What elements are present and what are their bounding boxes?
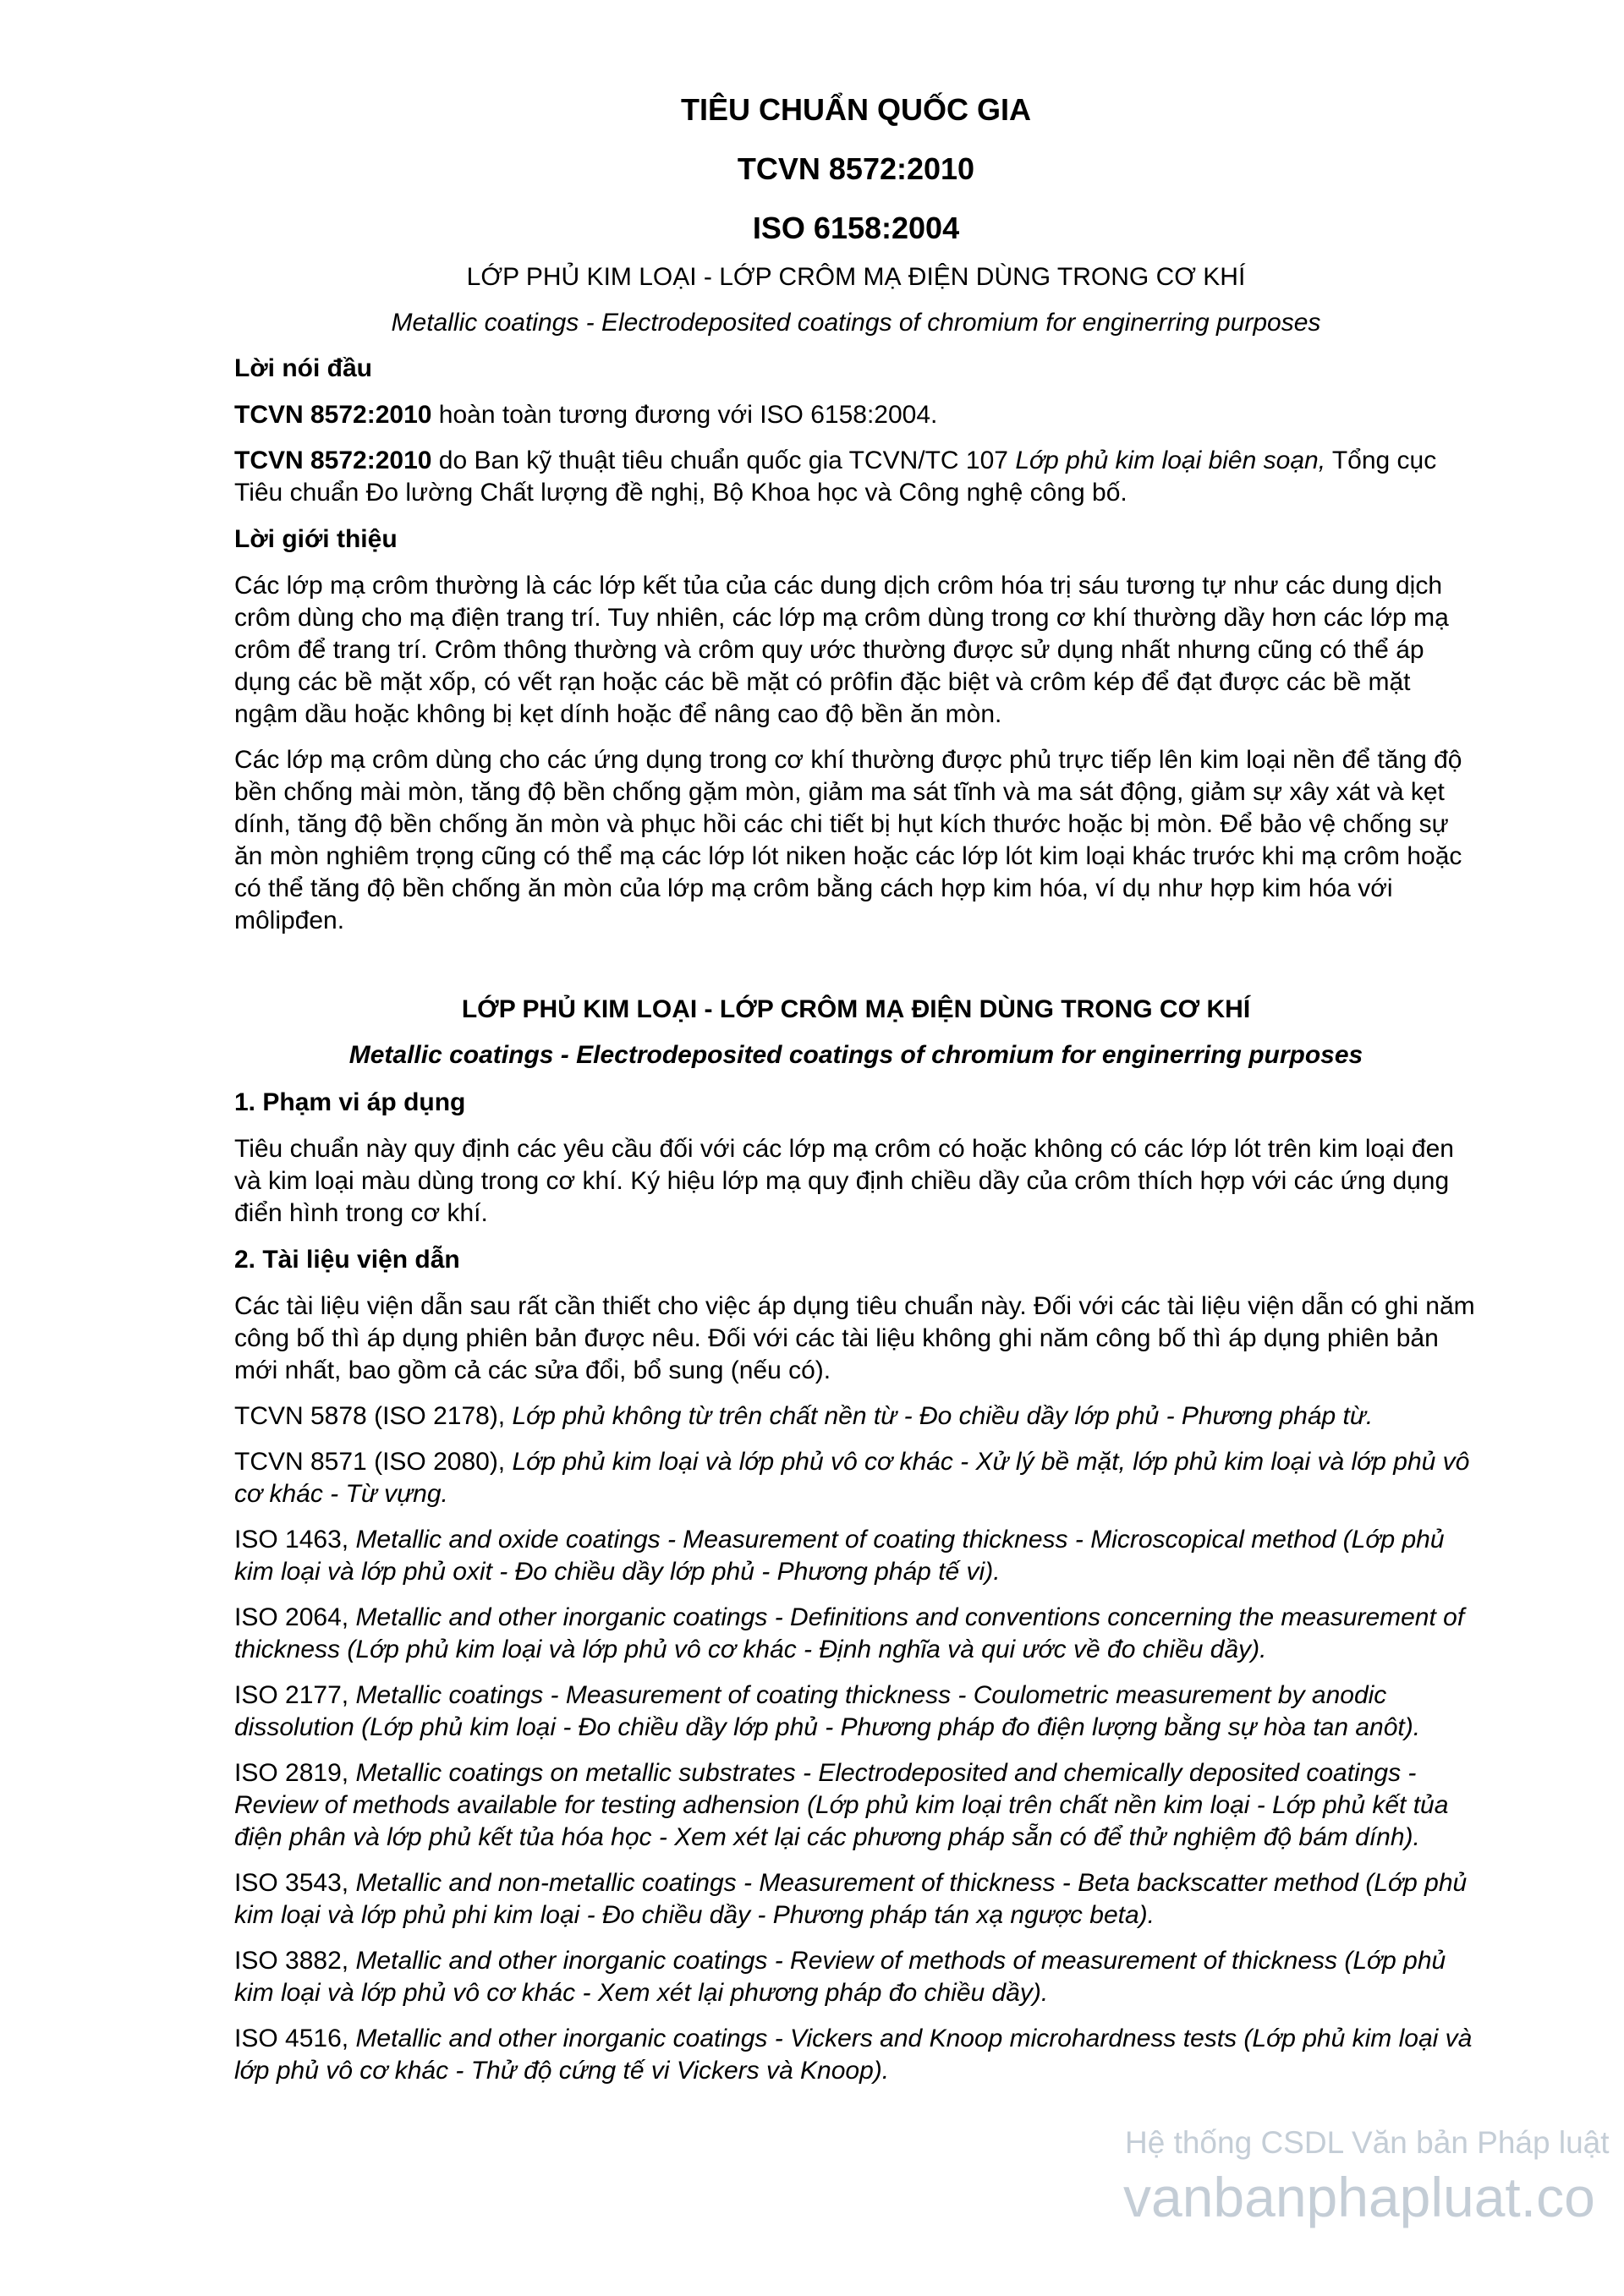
reference-code: ISO 3543, [234,1869,356,1897]
reference-code: TCVN 8571 (ISO 2080), [234,1448,513,1476]
document-page [234,91,1478,2101]
reference-title: Metallic coatings on metallic substrates - Electrodeposited and chemically deposited coatings - Review of methods available for testing adhension (Lớp phủ kim loại trên chất nền kim loại - Lớp phủ kết tủa điện phân và lớp phủ kết tủa hóa học - Xem xét lại các phương pháp sẵn có để thử nghiệm độ bám dính). [234,1759,1449,1851]
reference-title: Metallic and other inorganic coatings - Review of methods of measurement of thickness (Lớp phủ kim loại và lớp phủ vô cơ khác - Xem xét lại phương pháp đo chiều dầy). [234,1947,1446,2007]
doc-title: TIÊU CHUẨN QUỐC GIA [681,92,1031,127]
reference-item [234,1945,1478,2009]
reference-code: ISO 2819, [234,1759,356,1787]
foreword-paragraph-1 [234,399,1478,431]
scope-heading: 1. Phạm vi áp dụng [234,1088,466,1116]
reference-item [234,1680,1478,1744]
foreword-text: hoàn toàn tương đương với ISO 6158:2004. [431,401,938,429]
reference-title: Metallic and other inorganic coatings - Vickers and Knoop microhardness tests (Lớp phủ kim loại và lớp phủ vô cơ khác - Thử độ cứng tế vi Vickers và Knoop). [234,2025,1473,2085]
reference-code: TCVN 5878 (ISO 2178), [234,1402,513,1430]
foreword-paragraph-2 [234,445,1478,509]
foreword-heading: Lời nói đầu [234,354,372,382]
reference-code: ISO 4516, [234,2025,356,2052]
scope-paragraph: Tiêu chuẩn này quy định các yêu cầu đối với các lớp mạ crôm có hoặc không có các lớp lót trên kim loại đen và kim loại màu dùng trong cơ khí. Ký hiệu lớp mạ quy định chiều dầy của crôm thích hợp với các ứng dụng điển hình trong cơ khí. [234,1135,1454,1227]
watermark-line-1: Hệ thống CSDL Văn bản Pháp luật [1125,2125,1610,2160]
foreword-italic: Lớp phủ kim loại biên soạn, [1015,447,1326,474]
doc-code: TCVN 8572:2010 [737,151,975,186]
foreword-rest: Tổng cục Tiêu chuẩn Đo lường Chất lượng đề nghị, Bộ Khoa học và Công nghệ công bố. [234,447,1437,507]
reference-code: ISO 1463, [234,1526,356,1553]
reference-title: Metallic coatings - Measurement of coating thickness - Coulometric measurement by anodic dissolution (Lớp phủ kim loại - Đo chiều dầy lớp phủ - Phương pháp đo điện lượng bằng sự hòa tan anôt). [234,1681,1421,1741]
intro-paragraph-1: Các lớp mạ crôm thường là các lớp kết tủa của các dung dịch crôm hóa trị sáu tương tự như các dung dịch crôm dùng cho mạ điện trang trí. Tuy nhiên, các lớp mạ crôm dùng trong cơ khí thường dầy hơn các lớp mạ crôm để trang trí. Crôm thông thường và crôm quy ước thường được sử dụng nhất nhưng cũng có thể áp dụng các bề mặt xốp, có vết rạn hoặc các bề mặt có prôfin đặc biệt và crôm kép để đạt được các bề mặt ngậm dầu hoặc không bị kẹt dính hoặc để nâng cao độ bền ăn mòn. [234,572,1449,728]
doc-subtitle-en: Metallic coatings - Electrodeposited coatings of chromium for enginerring purposes [391,309,1321,337]
reference-code: ISO 2064, [234,1603,356,1631]
reference-title: Metallic and oxide coatings - Measurement of coating thickness - Microscopical method (Lớp phủ kim loại và lớp phủ oxit - Đo chiều dầy lớp phủ - Phương pháp tế vi). [234,1526,1445,1586]
main-title-vi: LỚP PHỦ KIM LOẠI - LỚP CRÔM MẠ ĐIỆN DÙNG TRONG CƠ KHÍ [461,995,1251,1023]
references-heading: 2. Tài liệu viện dẫn [234,1246,460,1274]
doc-iso: ISO 6158:2004 [752,211,960,245]
reference-item [234,2023,1478,2087]
foreword-code: TCVN 8572:2010 [234,401,432,429]
reference-item [234,1400,1478,1433]
reference-title: Lớp phủ kim loại và lớp phủ vô cơ khác - Xử lý bề mặt, lớp phủ kim loại và lớp phủ vô cơ khác - Từ vựng. [234,1448,1470,1508]
watermark-line-2: vanbanphapluat.co [1123,2166,1595,2228]
reference-title: Lớp phủ không từ trên chất nền từ - Đo chiều dầy lớp phủ - Phương pháp từ. [512,1402,1374,1430]
reference-code: ISO 3882, [234,1947,356,1975]
intro-heading: Lời giới thiệu [234,525,398,553]
reference-item [234,1867,1478,1932]
section-gap [234,951,1478,993]
reference-title: Metallic and non-metallic coatings - Measurement of thickness - Beta backscatter method (Lớp phủ kim loại và lớp phủ phi kim loại - Đo chiều dầy - Phương pháp tán xạ ngược beta). [234,1869,1468,1929]
foreword-code: TCVN 8572:2010 [234,447,432,474]
foreword-text: do Ban kỹ thuật tiêu chuẩn quốc gia TCVN/TC 107 [431,447,1016,474]
main-title-en: Metallic coatings - Electrodeposited coatings of chromium for enginerring purposes [348,1041,1363,1069]
reference-item [234,1602,1478,1666]
reference-title: Metallic and other inorganic coatings - Definitions and conventions concerning the measurement of thickness (Lớp phủ kim loại và lớp phủ vô cơ khác - Định nghĩa và qui ước về đo chiều dầy). [234,1603,1465,1663]
doc-subtitle-vi: LỚP PHỦ KIM LOẠI - LỚP CRÔM MẠ ĐIỆN DÙNG TRONG CƠ KHÍ [466,263,1246,291]
reference-code: ISO 2177, [234,1681,356,1709]
reference-list [234,1400,1478,2087]
reference-item [234,1757,1478,1854]
intro-paragraph-2: Các lớp mạ crôm dùng cho các ứng dụng trong cơ khí thường được phủ trực tiếp lên kim loại nền để tăng độ bền chống mài mòn, tăng độ bền chống gặm mòn, giảm ma sát tĩnh và ma sát động, giảm sự xây xát và kẹt dính, tăng độ bền chống ăn mòn và phục hồi các chi tiết bị hụt kích thước hoặc bị mòn. Để bảo vệ chống sự ăn mòn nghiêm trọng cũng có thể mạ các lớp lót niken hoặc các lớp lót kim loại khác trước khi mạ crôm hoặc có thể tăng độ bền chống ăn mòn của lớp mạ crôm bằng cách hợp kim hóa, ví dụ như hợp kim hóa với môlipđen. [234,746,1462,934]
reference-item [234,1446,1478,1510]
reference-item [234,1524,1478,1588]
references-paragraph: Các tài liệu viện dẫn sau rất cần thiết cho việc áp dụng tiêu chuẩn này. Đối với các tài liệu viện dẫn có ghi năm công bố thì áp dụng phiên bản được nêu. Đối với các tài liệu không ghi năm công bố thì áp dụng phiên bản mới nhất, bao gồm cả các sửa đổi, bổ sung (nếu có). [234,1292,1475,1384]
